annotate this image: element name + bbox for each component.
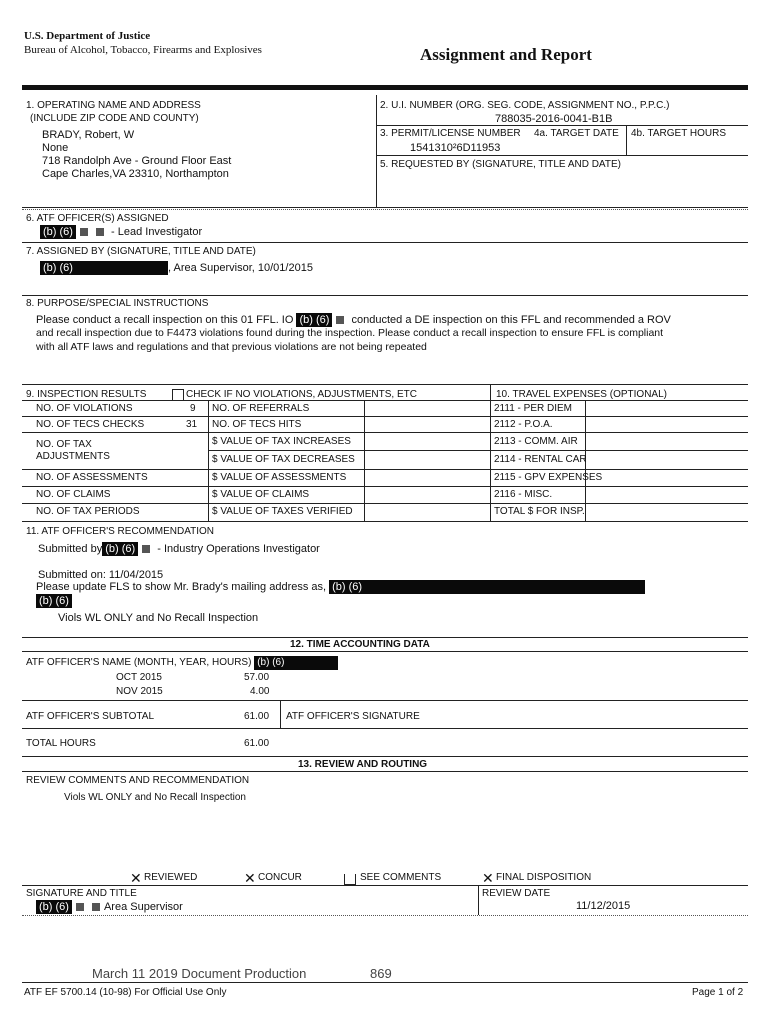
travel-total: TOTAL $ FOR INSP. (494, 506, 585, 517)
bureau-name: Bureau of Alcohol, Tobacco, Firearms and Explosives (24, 44, 262, 56)
redaction-b6: (b) (6) (102, 542, 138, 556)
taxes-verified-label: $ VALUE OF TAXES VERIFIED (212, 506, 353, 517)
sec3-label: 3. PERMIT/LICENSE NUMBER (380, 128, 521, 139)
department-name: U.S. Department of Justice (24, 30, 151, 42)
operator-line2: None (42, 142, 69, 154)
reviewed-label: REVIEWED (144, 872, 198, 883)
redaction-b6: (b) (6) (40, 261, 168, 275)
page-stamp: 869 (370, 966, 392, 981)
see-comments-checkbox[interactable] (344, 874, 356, 885)
instructions-line3: with all ATF laws and regulations and that previous violations are not being repeated (36, 341, 427, 353)
review-date-label: REVIEW DATE (482, 888, 551, 899)
travel-comm-air: 2113 - COMM. AIR (494, 436, 578, 447)
referrals-label: NO. OF REFERRALS (212, 403, 310, 414)
travel-poa: 2112 - P.O.A. (494, 419, 553, 430)
reviewer-signature: (b) (6) Area Supervisor (36, 900, 183, 914)
no-violations-label: CHECK IF NO VIOLATIONS, ADJUSTMENTS, ETC (186, 389, 417, 400)
time-entry-month: OCT 2015 (116, 672, 162, 683)
assigned-by (40, 261, 313, 275)
form-title: Assignment and Report (420, 45, 592, 64)
redaction-b6: (b) (6) (40, 225, 76, 239)
final-disposition-label: FINAL DISPOSITION (496, 872, 592, 883)
claims-label: NO. OF CLAIMS (36, 489, 111, 500)
sec2-label: 2. U.I. NUMBER (ORG. SEG. CODE, ASSIGNMENT NO., P.P.C.) (380, 100, 670, 111)
sec1-label: 1. OPERATING NAME AND ADDRESS (26, 100, 201, 111)
tax-adjustments-label2: ADJUSTMENTS (36, 451, 110, 462)
officer-signature-label: ATF OFFICER'S SIGNATURE (286, 711, 420, 722)
reviewed-checkbox[interactable]: ✕ (130, 870, 142, 886)
production-stamp: March 11 2019 Document Production (92, 966, 307, 981)
claims-value-label: $ VALUE OF CLAIMS (212, 489, 310, 500)
redaction-b6: (b) (6) (329, 580, 645, 594)
review-comment: Viols WL ONLY and No Recall Inspection (64, 792, 246, 803)
sec13-title: 13. REVIEW AND ROUTING (298, 759, 428, 770)
subtotal-label: ATF OFFICER'S SUBTOTAL (26, 711, 155, 722)
redaction-b6: (b) (6) (254, 656, 338, 670)
operator-address: 718 Randolph Ave - Ground Floor East (42, 155, 232, 167)
officer-name-label: ATF OFFICER'S NAME (MONTH, YEAR, HOURS) (b) (6) (26, 656, 338, 670)
violations-label: NO. OF VIOLATIONS (36, 403, 133, 414)
review-date: 11/12/2015 (576, 900, 631, 912)
redaction-b6: (b) (6) (36, 900, 72, 914)
ui-number: 788035-2016-0041-B1B (495, 113, 613, 125)
sec6-label: 6. ATF OFFICER(S) ASSIGNED (26, 213, 169, 224)
sec8-label: 8. PURPOSE/SPECIAL INSTRUCTIONS (26, 298, 209, 309)
time-entry-month: NOV 2015 (116, 686, 163, 697)
signature-title-label: SIGNATURE AND TITLE (26, 888, 137, 899)
sec1-sublabel: (INCLUDE ZIP CODE AND COUNTY) (30, 113, 199, 124)
assessments-value-label: $ VALUE OF ASSESSMENTS (212, 472, 347, 483)
travel-gpv: 2115 - GPV EXPENSES (494, 472, 603, 483)
travel-per-diem: 2111 - PER DIEM (494, 403, 572, 414)
tax-periods-label: NO. OF TAX PERIODS (36, 506, 140, 517)
sec11-label: 11. ATF OFFICER'S RECOMMENDATION (26, 526, 215, 537)
assigned-by-value: , Area Supervisor, 10/01/2015 (168, 262, 313, 274)
see-comments-label: SEE COMMENTS (360, 872, 442, 883)
instructions-line2: and recall inspection due to F4473 violations found during the inspection. Please conduct a recall inspection to ensure FFL is compliant (36, 327, 664, 339)
concur-label: CONCUR (258, 872, 302, 883)
tax-decreases-label: $ VALUE OF TAX DECREASES (212, 454, 355, 465)
sec9-label: 9. INSPECTION RESULTS (26, 389, 147, 400)
final-disposition-checkbox[interactable]: ✕ (482, 870, 494, 886)
sec7-label: 7. ASSIGNED BY (SIGNATURE, TITLE AND DATE) (26, 246, 256, 257)
submitted-on: Submitted on: 11/04/2015 (38, 569, 164, 581)
operator-name: BRADY, Robert, W (42, 129, 135, 141)
review-comments-label: REVIEW COMMENTS AND RECOMMENDATION (26, 775, 250, 786)
operator-city: Cape Charles,VA 23310, Northampton (42, 168, 229, 180)
redaction-b6: (b) (6) (296, 313, 332, 327)
tecs-hits-label: NO. OF TECS HITS (212, 419, 302, 430)
assigned-officer (40, 225, 202, 239)
tax-increases-label: $ VALUE OF TAX INCREASES (212, 436, 351, 447)
travel-misc: 2116 - MISC. (494, 489, 553, 500)
sec5-label: 5. REQUESTED BY (SIGNATURE, TITLE AND DATE) (380, 159, 621, 170)
redaction-b6-line2: (b) (6) (36, 594, 72, 608)
form-id: ATF EF 5700.14 (10-98) For Official Use Only (24, 987, 227, 998)
tax-adjustments-label: NO. OF TAX (36, 439, 92, 450)
instructions-line1: Please conduct a recall inspection on this 01 FFL. IO (b) (6) conducted a DE inspection on this FFL and recommended a ROV (36, 314, 671, 326)
sec12-title: 12. TIME ACCOUNTING DATA (290, 639, 430, 650)
target-date-label: 4a. TARGET DATE (534, 128, 619, 139)
assessments-label: NO. OF ASSESSMENTS (36, 472, 148, 483)
violations-value: 9 (190, 403, 196, 414)
travel-rental-car: 2114 - RENTAL CAR (494, 454, 587, 465)
officer-recommendation: Viols WL ONLY and No Recall Inspection (58, 612, 259, 624)
page-number: Page 1 of 2 (692, 987, 744, 998)
officer-role: - Lead Investigator (111, 226, 203, 238)
submitted-by: Submitted by (b) (6) - Industry Operations Investigator (38, 543, 320, 555)
tecs-checks-value: 31 (186, 419, 198, 430)
sec10-label: 10. TRAVEL EXPENSES (OPTIONAL) (496, 389, 667, 400)
total-hours-label: TOTAL HOURS (26, 738, 96, 749)
total-hours-value: 61.00 (244, 738, 270, 749)
subtotal-value: 61.00 (244, 711, 270, 722)
concur-checkbox[interactable]: ✕ (244, 870, 256, 886)
update-note: Please update FLS to show Mr. Brady's mailing address as, (b) (6) (36, 580, 645, 594)
license-number: 1541310²6D11953 (410, 142, 501, 154)
time-entry-hours: 4.00 (250, 686, 270, 697)
header-rule (22, 85, 748, 90)
target-hours-label: 4b. TARGET HOURS (631, 128, 727, 139)
time-entry-hours: 57.00 (244, 672, 270, 683)
tecs-checks-label: NO. OF TECS CHECKS (36, 419, 145, 430)
